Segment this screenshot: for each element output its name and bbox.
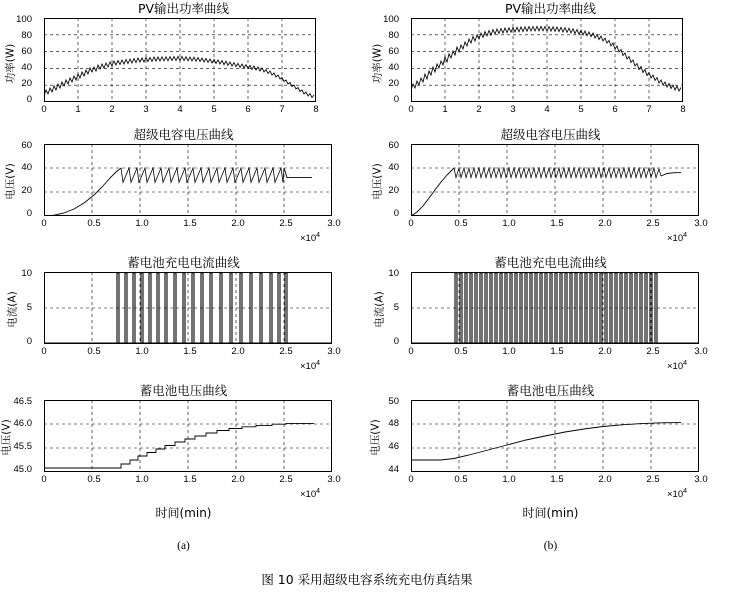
x-tick-a4-5: 2.5: [279, 474, 293, 485]
y-tick-a2-3: 60: [21, 140, 32, 151]
x-tick-b2-0: 0: [408, 218, 414, 229]
x-tick-a3-0: 0: [41, 346, 47, 357]
y-tick-a1-2: 40: [21, 62, 32, 73]
y-tick-b2-2: 40: [388, 162, 399, 173]
x-exp-base-b4: ×10: [667, 489, 684, 501]
chart-panel-b1: [367, 2, 734, 122]
y-tick-b2-1: 20: [388, 185, 399, 196]
x-tick-b2-2: 1.0: [502, 218, 516, 229]
x-tick-b3-4: 2.0: [598, 346, 612, 357]
plot-a1: [0, 14, 367, 122]
chart-panel-a1: [0, 2, 367, 122]
x-tick-b1-2: 2: [476, 104, 482, 115]
x-axis-exponent-b2: [667, 232, 687, 244]
x-tick-a3-1: 0.5: [87, 346, 101, 357]
plot-canvas-a3: [44, 272, 332, 344]
y-tick-b3-1: 5: [393, 302, 399, 313]
y-tick-a3-1: 5: [26, 302, 32, 313]
x-tick-b4-2: 1.0: [502, 474, 516, 485]
x-tick-b2-4: 2.0: [598, 218, 612, 229]
plot-canvas-a2: [44, 144, 332, 216]
x-tick-b2-6: 3.0: [694, 218, 708, 229]
y-tick-a4-1: 45.5: [13, 441, 32, 452]
x-tick-a1-1: 1: [75, 104, 81, 115]
x-tick-a3-4: 2.0: [231, 346, 245, 357]
x-axis-exponent-a2: [300, 232, 320, 244]
x-tick-b3-6: 3.0: [694, 346, 708, 357]
x-tick-a1-3: 3: [143, 104, 149, 115]
chart-title-b1: PV输出功率曲线: [504, 1, 597, 16]
plot-canvas-a4: [44, 400, 332, 472]
x-tick-a2-5: 2.5: [279, 218, 293, 229]
y-axis-label-a4: 电压(V): [0, 419, 13, 456]
x-exp-base-b2: ×10: [667, 233, 684, 245]
x-tick-b2-1: 0.5: [454, 218, 468, 229]
y-tick-a1-4: 80: [21, 30, 32, 41]
y-tick-b4-0: 44: [388, 464, 399, 475]
x-exp-base-b3: ×10: [667, 361, 684, 373]
subfigure-caption-a: (a): [177, 540, 190, 552]
x-tick-b4-4: 2.0: [598, 474, 612, 485]
y-tick-b1-0: 0: [393, 94, 399, 105]
y-tick-a2-0: 0: [26, 208, 32, 219]
y-axis-label-b4: 电压(V): [369, 419, 382, 456]
y-tick-b1-5: 100: [383, 14, 399, 25]
y-axis-label-a3: 电流(A): [6, 291, 19, 328]
y-tick-a3-0: 0: [26, 336, 32, 347]
x-tick-a2-0: 0: [41, 218, 47, 229]
x-axis-exponent-b3: [667, 360, 687, 372]
x-tick-a4-3: 1.5: [183, 474, 197, 485]
x-tick-b4-5: 2.5: [646, 474, 660, 485]
x-tick-a3-6: 3.0: [327, 346, 341, 357]
x-tick-b4-1: 0.5: [454, 474, 468, 485]
plot-b2: [367, 140, 734, 250]
y-tick-b1-2: 40: [388, 62, 399, 73]
x-tick-b3-0: 0: [408, 346, 414, 357]
y-axis-label-b3: 电流(A): [373, 291, 386, 328]
plot-b1: [367, 14, 734, 122]
x-tick-a1-0: 0: [41, 104, 47, 115]
plot-canvas-a1: [44, 18, 316, 102]
x-tick-b2-5: 2.5: [646, 218, 660, 229]
plot-canvas-b1: [411, 18, 683, 102]
x-tick-a4-1: 0.5: [87, 474, 101, 485]
x-tick-a4-2: 1.0: [135, 474, 149, 485]
y-tick-b1-4: 80: [388, 30, 399, 41]
x-tick-a2-3: 1.5: [183, 218, 197, 229]
y-tick-b1-1: 20: [388, 78, 399, 89]
x-tick-a1-8: 8: [313, 104, 319, 115]
y-axis-label-a2: 电压(V): [4, 163, 17, 200]
x-exp-sup-b2: 4: [683, 232, 688, 239]
y-tick-a2-1: 20: [21, 185, 32, 196]
y-tick-b3-2: 10: [388, 268, 399, 279]
y-tick-a4-0: 45.0: [13, 464, 32, 475]
x-axis-exponent-b4: [667, 488, 687, 500]
chart-title-a1: PV输出功率曲线: [137, 1, 230, 16]
y-axis-label-b2: 电压(V): [371, 163, 384, 200]
x-tick-b4-3: 1.5: [550, 474, 564, 485]
y-tick-b1-3: 60: [388, 46, 399, 57]
y-tick-b2-0: 0: [393, 208, 399, 219]
x-tick-b3-2: 1.0: [502, 346, 516, 357]
chart-column-a: [0, 0, 367, 560]
x-exp-base-a3: ×10: [300, 361, 317, 373]
chart-title-a2: 超级电容电压曲线: [133, 127, 234, 142]
x-tick-b1-6: 6: [612, 104, 618, 115]
x-tick-b3-5: 2.5: [646, 346, 660, 357]
x-tick-b1-1: 1: [442, 104, 448, 115]
plot-a4: [0, 396, 367, 534]
plot-canvas-b4: [411, 400, 699, 472]
chart-title-b3: 蓄电池充电电流曲线: [494, 255, 607, 270]
x-tick-a3-3: 1.5: [183, 346, 197, 357]
x-tick-b1-4: 4: [544, 104, 550, 115]
x-tick-b1-3: 3: [510, 104, 516, 115]
x-tick-a1-4: 4: [177, 104, 183, 115]
chart-panel-a4: [0, 384, 367, 534]
x-tick-a4-4: 2.0: [231, 474, 245, 485]
chart-title-a4: 蓄电池电压曲线: [139, 383, 228, 398]
x-exp-sup-a4: 4: [316, 488, 321, 495]
plot-a2: [0, 140, 367, 250]
chart-panel-b3: [367, 256, 734, 378]
y-tick-b2-3: 60: [388, 140, 399, 151]
y-axis-label-b1: 功率(W): [371, 43, 384, 84]
chart-panel-b2: [367, 128, 734, 250]
subfigure-caption-b: (b): [543, 540, 558, 552]
y-tick-b4-2: 48: [388, 418, 399, 429]
x-axis-label-b: 时间(min): [522, 506, 579, 520]
x-tick-a3-5: 2.5: [279, 346, 293, 357]
y-tick-a2-2: 40: [21, 162, 32, 173]
x-tick-b1-0: 0: [408, 104, 414, 115]
chart-title-a3: 蓄电池充电电流曲线: [127, 255, 240, 270]
y-tick-a1-3: 60: [21, 46, 32, 57]
x-exp-sup-b4: 4: [683, 488, 688, 495]
x-tick-a4-0: 0: [41, 474, 47, 485]
chart-column-b: [367, 0, 734, 560]
x-tick-a4-6: 3.0: [327, 474, 341, 485]
x-tick-b3-3: 1.5: [550, 346, 564, 357]
x-tick-a1-5: 5: [211, 104, 217, 115]
y-tick-a1-0: 0: [26, 94, 32, 105]
x-tick-a2-2: 1.0: [135, 218, 149, 229]
y-tick-a1-5: 100: [16, 14, 32, 25]
plot-b3: [367, 268, 734, 378]
y-tick-a4-2: 46.0: [13, 418, 32, 429]
x-exp-sup-a2: 4: [316, 232, 321, 239]
x-tick-b4-6: 3.0: [694, 474, 708, 485]
x-axis-label-a: 时间(min): [155, 506, 212, 520]
y-tick-a4-3: 46.5: [13, 396, 32, 407]
plot-b4: [367, 396, 734, 534]
x-tick-a2-4: 2.0: [231, 218, 245, 229]
y-tick-b3-0: 0: [393, 336, 399, 347]
chart-title-b2: 超级电容电压曲线: [500, 127, 601, 142]
chart-panel-a3: [0, 256, 367, 378]
chart-panel-b4: [367, 384, 734, 534]
x-tick-b2-3: 1.5: [550, 218, 564, 229]
x-tick-b1-5: 5: [578, 104, 584, 115]
x-tick-b4-0: 0: [408, 474, 414, 485]
x-tick-a1-7: 7: [279, 104, 285, 115]
x-exp-base-a4: ×10: [300, 489, 317, 501]
chart-panel-a2: [0, 128, 367, 250]
x-axis-exponent-a4: [300, 488, 320, 500]
plot-canvas-b2: [411, 144, 699, 216]
x-tick-a2-6: 3.0: [327, 218, 341, 229]
y-tick-b4-1: 46: [388, 441, 399, 452]
x-tick-b1-7: 7: [646, 104, 652, 115]
x-tick-a3-2: 1.0: [135, 346, 149, 357]
x-exp-base-a2: ×10: [300, 233, 317, 245]
plot-canvas-b3: [411, 272, 699, 344]
plot-a3: [0, 268, 367, 378]
x-tick-b1-8: 8: [680, 104, 686, 115]
x-tick-a1-2: 2: [109, 104, 115, 115]
x-tick-a1-6: 6: [245, 104, 251, 115]
y-tick-b4-3: 50: [388, 396, 399, 407]
x-tick-a2-1: 0.5: [87, 218, 101, 229]
y-axis-label-a1: 功率(W): [4, 43, 17, 84]
figure-caption: 图 10 采用超级电容系统充电仿真结果: [261, 572, 473, 587]
y-tick-a1-1: 20: [21, 78, 32, 89]
x-exp-sup-b3: 4: [683, 360, 688, 367]
x-axis-exponent-a3: [300, 360, 320, 372]
chart-title-b4: 蓄电池电压曲线: [506, 383, 595, 398]
y-tick-a3-2: 10: [21, 268, 32, 279]
x-exp-sup-a3: 4: [316, 360, 321, 367]
x-tick-b3-1: 0.5: [454, 346, 468, 357]
